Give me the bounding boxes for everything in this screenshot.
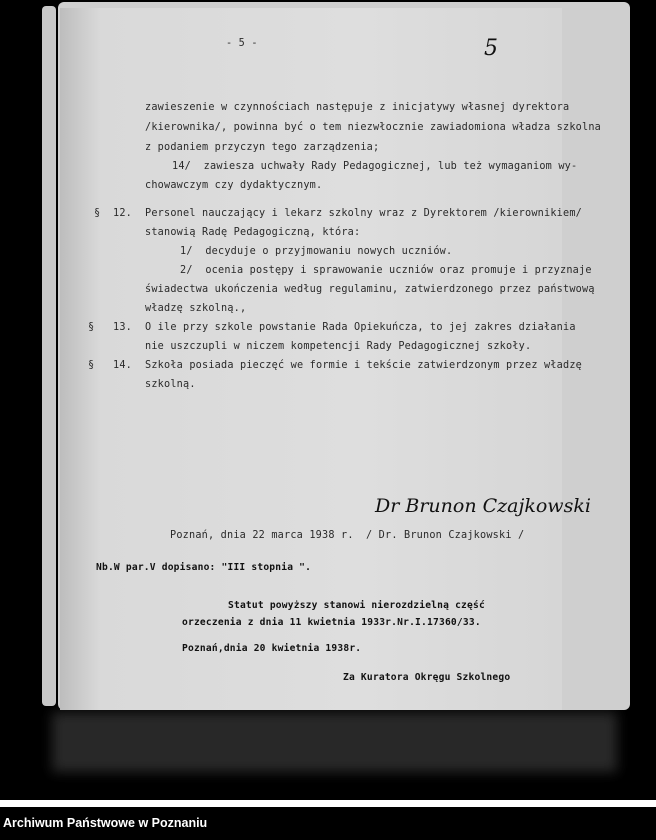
curator-line: Za Kuratora Okręgu Szkolnego: [343, 672, 511, 683]
section-sign: §: [94, 208, 101, 219]
section-line: Szkoła posiada pieczęć we formie i tekście zatwierdzonym przez władzę: [145, 360, 583, 371]
section-sign: §: [88, 322, 95, 333]
body-line: z podaniem przyczyn tego zarządzenia;: [145, 142, 380, 153]
body-line: zawieszenie w czynnościach następuje z inicjatywy własnej dyrektora: [145, 102, 570, 113]
section-number: 14.: [113, 360, 133, 371]
body-line: /kierownika/, powinna być o tem niezwłocznie zawiadomiona władza szkolna: [145, 122, 602, 133]
section-line: władzę szkolną.,: [145, 303, 247, 314]
body-line: chowawczym czy dydaktycznym.: [145, 180, 323, 191]
binding-strip: [42, 6, 56, 706]
signatory-name: / Dr. Brunon Czajkowski /: [366, 530, 525, 541]
section-line: 2/ ocenia postępy i sprawowanie uczniów oraz promuje i przyznaje: [180, 265, 592, 276]
section-sign: §: [88, 360, 95, 371]
archive-caption: Archiwum Państwowe w Poznaniu: [3, 816, 208, 830]
body-line: 14/ zawiesza uchwały Rady Pedagogicznej, lub też wymaganiom wy-: [172, 161, 578, 172]
divider-band: [0, 800, 656, 807]
handwritten-page-number: 5: [484, 36, 498, 61]
section-line: stanowią Radę Pedagogiczną, która:: [145, 227, 361, 238]
section-number: 13.: [113, 322, 133, 333]
approval-date: Poznań,dnia 20 kwietnia 1938r.: [182, 643, 362, 654]
page-shadow: [52, 712, 617, 772]
statute-line: Statut powyższy stanowi nierozdzielną część: [228, 600, 485, 611]
section-line: 1/ decyduje o przyjmowaniu nowych uczniów.: [180, 246, 453, 257]
section-line: szkolną.: [145, 379, 196, 390]
place-date: Poznań, dnia 22 marca 1938 r.: [170, 530, 354, 541]
handwritten-signature: Dr Brunon Czajkowski: [375, 495, 591, 517]
section-number: 12.: [113, 208, 133, 219]
section-line: O ile przy szkole powstanie Rada Opiekuńcza, to jej zakres działania: [145, 322, 576, 333]
statute-line: orzeczenia z dnia 11 kwietnia 1933r.Nr.I.17360/33.: [182, 617, 481, 628]
section-line: Personel nauczający i lekarz szkolny wraz z Dyrektorem /kierownikiem/: [145, 208, 583, 219]
nb-note: Nb.W par.V dopisano: "III stopnia ".: [96, 562, 312, 573]
section-line: nie uszczupli w niczem kompetencji Rady Pedagogicznej szkoły.: [145, 341, 532, 352]
page-marker: - 5 -: [226, 38, 258, 49]
section-line: świadectwa ukończenia według regulaminu, zatwierdzonego przez państwową: [145, 284, 595, 295]
